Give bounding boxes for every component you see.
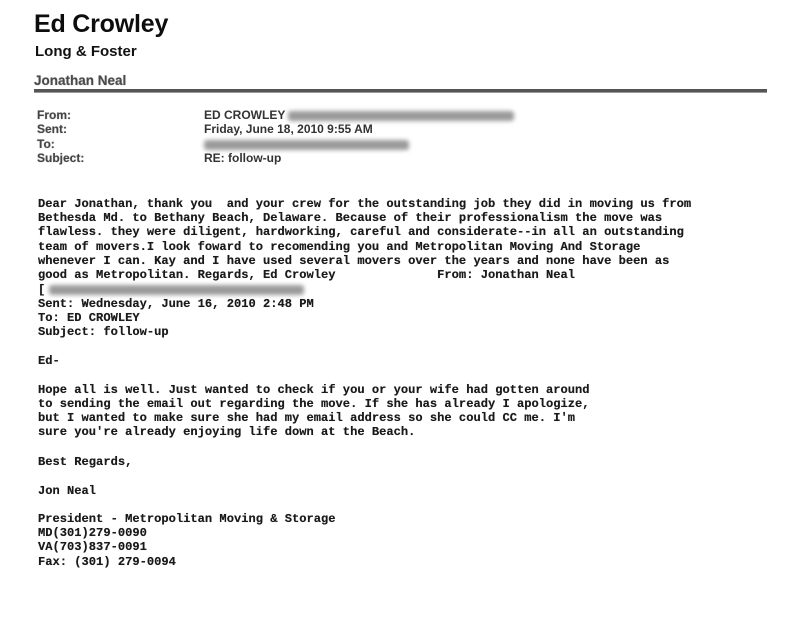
closing: Best Regards, [38, 455, 133, 469]
from-value [204, 108, 514, 122]
body-line: but I wanted to make sure she had my email address so she could CC me. I'm [38, 411, 576, 425]
original-to: To: ED CROWLEY [38, 311, 140, 325]
from-prefix: [ [38, 283, 46, 297]
body-line: Hope all is well. Just wanted to check if you or your wife had gotten around [38, 383, 590, 397]
redacted-to-email [204, 140, 409, 150]
original-from-line [38, 283, 304, 297]
signature-name: Jon Neal [38, 484, 97, 498]
document-title: Ed Crowley [34, 10, 169, 38]
redacted-from-email [288, 111, 514, 121]
body-line: to sending the email out regarding the move. If she has already I apologize, [38, 397, 590, 411]
signature-title: President - Metropolitan Moving & Storage [38, 512, 336, 526]
original-subject: Subject: follow-up [38, 325, 169, 339]
document-subtitle: Long & Foster [35, 43, 137, 60]
redacted-original-email [49, 285, 304, 295]
phone-md: MD(301)279-0090 [38, 526, 147, 540]
sent-label: Sent: [37, 122, 67, 136]
original-sent: Sent: Wednesday, June 16, 2010 2:48 PM [38, 297, 314, 311]
reply-line: Dear Jonathan, thank you and your crew for the outstanding job they did in moving us from [38, 197, 692, 211]
to-label: To: [37, 137, 55, 151]
reply-line: Bethesda Md. to Bethany Beach, Delaware. Because of their professionalism the move was [38, 211, 663, 225]
reply-line: flawless. they were diligent, hardworking, careful and considerate--in all an outstanding [38, 225, 684, 239]
reply-line: good as Metropolitan. Regards, Ed Crowley From: Jonathan Neal [38, 268, 576, 282]
greeting: Ed- [38, 354, 60, 368]
from-label: From: [37, 108, 71, 122]
to-value [204, 137, 409, 151]
subject-value: RE: follow-up [204, 151, 282, 165]
reply-line: whenever I can. Kay and I have used several movers over the years and none have been as [38, 254, 670, 268]
recipient-name: Jonathan Neal [34, 73, 127, 88]
header-divider [34, 89, 767, 93]
fax-number: Fax: (301) 279-0094 [38, 555, 176, 569]
sent-value: Friday, June 18, 2010 9:55 AM [204, 122, 373, 136]
reply-line: team of movers.I look foward to recomending you and Metropolitan Moving And Storage [38, 240, 641, 254]
subject-label: Subject: [37, 151, 85, 165]
body-line: sure you're already enjoying life down at the Beach. [38, 425, 416, 439]
phone-va: VA(703)837-0091 [38, 540, 147, 554]
from-name: ED CROWLEY [204, 108, 286, 122]
